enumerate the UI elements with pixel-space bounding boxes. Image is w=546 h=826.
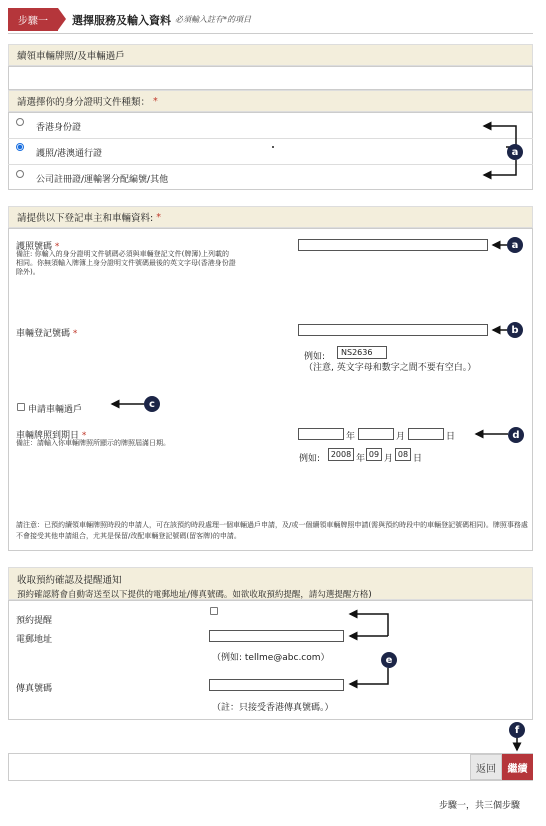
renewal-section-title: 續領車輛牌照/及車輛過戶	[17, 51, 125, 62]
date-example-month: 09	[366, 448, 382, 461]
marker-f: f	[509, 722, 525, 738]
reg-label: 車輛登記號碼 *	[16, 329, 78, 339]
owner-section-title: 請提供以下登記車主和車輛資料:	[17, 213, 154, 224]
required-note: 必須輸入註有*的項目	[175, 15, 251, 24]
passport-note: 備註: 你輸入的身分證明文件號碼必須與車輛登記文件(牌簿)上列載的相同。你無須輸入牌簿上身分證明文件號碼最後的英文字母(香港身份證除外)。	[16, 250, 236, 276]
day-unit: 日	[446, 432, 456, 442]
continue-button[interactable]: 繼續	[502, 754, 533, 780]
arrow-a-bottom	[484, 160, 516, 175]
marker-c: c	[144, 396, 160, 412]
date-example-day: 08	[395, 448, 411, 461]
notify-title-line1: 收取預約確認及提醒通知	[17, 575, 122, 586]
reminder-label: 預約提醒	[16, 616, 53, 626]
step-progress: 步驟一，共三個步驟	[439, 801, 521, 811]
date-example-year: 2008	[328, 448, 354, 461]
marker-a-passport: a	[507, 237, 523, 253]
marker-a-id: a	[507, 144, 523, 160]
transfer-label: 申請車輛過戶	[28, 405, 83, 415]
required-star: *	[153, 95, 158, 107]
marker-e: e	[381, 652, 397, 668]
radio-hkid-label: 香港身份證	[36, 123, 82, 133]
arrow-e-reminder	[350, 614, 388, 636]
id-section-title: 請選擇你的身分證明文件種類：	[17, 97, 151, 108]
expiry-note: 備註：請輸入你車輛牌照所顯示的牌照屆滿日期。	[16, 439, 170, 447]
year-unit: 年	[346, 432, 356, 442]
step-tab: 步驟一	[8, 8, 58, 31]
fax-hint: （註：只接受香港傳真號碼。）	[212, 703, 334, 713]
radio-passport-label: 護照/港澳通行證	[36, 149, 103, 159]
expiry-label: 車輛牌照到期日 *	[16, 431, 87, 441]
radio-company-label: 公司註冊證/運輸署分配編號/其他	[36, 175, 169, 185]
email-hint: （例如: tellme@abc.com）	[212, 653, 330, 663]
date-example-label: 例如:	[299, 454, 321, 464]
passport-label: 護照號碼 *	[16, 242, 60, 252]
marker-b: b	[507, 322, 523, 338]
notice-text: 請注意：已預約續領車輛牌照時段的申請人，可在該預約時段處理一個車輛過戶申請，及/或一個續領車輛牌照申請(需與預約時段中的車輛登記號碼相同)。牌照事務處不會接受其他申請組合，尤其是保留/改配車輛登記號碼(留客牌)的申請。	[16, 521, 528, 540]
page-title: 選擇服務及輸入資料	[72, 14, 171, 27]
email-label: 電郵地址	[16, 635, 53, 645]
arrow-e-fax	[350, 668, 388, 684]
back-button[interactable]: 返回	[470, 754, 502, 780]
date-example-month-unit: 月	[384, 454, 394, 464]
notify-title-line2: 預約確認將會自動寄送至以下提供的電郵地址/傳真號碼。如欲收取預約提醒，請勾選提醒方格)	[17, 590, 372, 600]
date-example-day-unit: 日	[413, 454, 423, 464]
marker-d: d	[508, 427, 524, 443]
reg-example-label: 例如:	[304, 352, 326, 362]
fax-label: 傳真號碼	[16, 684, 53, 694]
month-unit: 月	[396, 432, 406, 442]
reg-hint: （注意, 英文字母和數字之間不要有空白。）	[304, 363, 477, 373]
reg-example-box: NS2636	[337, 346, 387, 359]
required-star: *	[156, 211, 161, 223]
date-example-year-unit: 年	[356, 454, 366, 464]
